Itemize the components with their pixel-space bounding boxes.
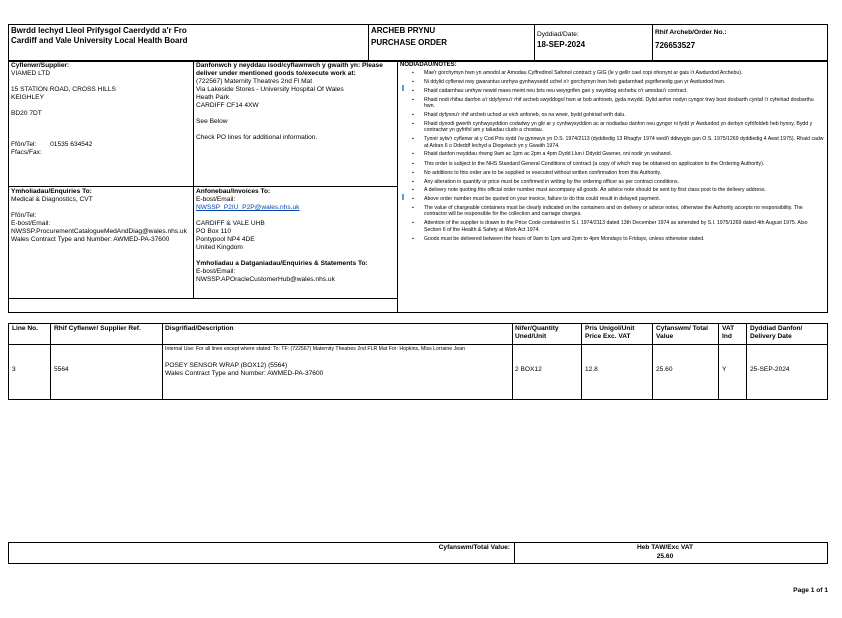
- delivery-label: Danfonwch y neyddau isod/cyflawnwch y gwaith yn: Please deliver under mentioned goods to/execute work at:: [196, 62, 383, 77]
- note-item: ▪ Any alteration in quantity or price must be confirmed in writing by the ordering officer as per contract conditions.: [400, 179, 824, 185]
- note-item: ▪ The value of chargeable containers must be clearly indicated on the containers and on delivery or advice notes, otherwise the Authority accepts no responsibility. The contractor will be responsible for the collection and carriage charges.: [400, 205, 824, 218]
- note-item: ▪ Rhaid cadarnhau unrhyw newid maes meint neu bris neu weyrgrifen gan y swyddog archebu o'r amodau'r contract.: [400, 88, 824, 94]
- order-number: 726653527: [655, 41, 696, 50]
- note-item: ▪ A delivery note quoting this official order number must accompany all goods. An advice note should be sent by first class post to the delivery address.: [400, 187, 824, 193]
- internal-use-note: Internal Use: For all lines except where stated: To: TF: (722567) Maternity Theatres 2nd FLR Mat For: Hopkins, Miss Lorraine Jean: [165, 346, 465, 352]
- row-total: 25.60: [656, 366, 673, 373]
- total-value-label: Cyfanswm/Total Value:: [438, 544, 510, 551]
- statements-email-label: E-bost/Email:: [196, 268, 236, 275]
- notes-block: [400, 62, 824, 244]
- statements-label: Ymholiadau a Datganiadau/Enquiries & Statements To:: [196, 260, 368, 267]
- delivery-see-below: See Below: [196, 118, 228, 125]
- col-header-line: Line No.: [12, 325, 39, 332]
- note-item: ▪ Above order number must be quoted on your invoice, failure to do this could result in delayed payment.: [400, 196, 824, 202]
- supplier-address: VIAMED LTD 15 STATION ROAD, CROSS HILLS KEIGHLEY BD20 7DT: [11, 70, 116, 117]
- enquiries-block: [11, 188, 191, 244]
- col-header-quantity: Nifer/Quantity Uned/Unit: [515, 325, 559, 340]
- title-welsh: ARCHEB PRYNU: [371, 26, 436, 35]
- notes-list: [400, 70, 824, 242]
- date-label: Dyddiad/Date:: [537, 31, 579, 38]
- col-header-supplier-ref: Rhif Cyflenwr/ Supplier Ref.: [54, 325, 141, 332]
- org-name-english: Cardiff and Vale University Local Health Board: [11, 36, 188, 45]
- notes-heading: NODIADAU/NOTES:: [400, 62, 457, 68]
- enquiries-phone-label: Ffôn/Tel:: [11, 212, 37, 219]
- invoices-block: [196, 188, 394, 284]
- note-item: ▪ Rhaid danfon nwyddau rhwng 9am ac 1pm ac 2pm a 4pm Dydd Llun i Ddydd Gwener, oni nodir yn wahanol.: [400, 151, 824, 157]
- note-item: ▪ Ni ddylid cyflenwi nwy gwarantus unrhyw gynhwysedd uchel o'r gorchymyn hwn heb gadarnhad ysgrifenedig gan yr Awdurdod hwn.: [400, 79, 824, 85]
- notes-marker: [402, 85, 404, 91]
- note-item: ▪ Attention of the supplier is drawn to the Price Code contained in S.I. 1974/2113 dated 13th December 1974 as amended by S.I. 1975/1269 dated 4th August 1975. Also Section 6 of the Health & Safety at Work Act 1974.: [400, 220, 824, 233]
- exc-vat-label: Heb TAW/Exc VAT: [636, 544, 694, 551]
- page-number: Page 1 of 1: [793, 587, 828, 594]
- org-name-welsh: Bwrdd Iechyd Lleol Prifysgol Caerdydd a'r Fro: [11, 26, 187, 35]
- row-delivery-date: 25-SEP-2024: [750, 366, 790, 373]
- note-item: ▪ Tynnir sylw'r cyflenwr at y Cod Pris sydd i'w gynnwys yn O.S. 1974/2113 (dyddiedig 13 Rhagfyr 1974 wedi'i ddiwygio gan O.S. 1975/1269 dyddiedig 4 Awst 1975). Rhaid cadw at Adran 6 o Ddeddf Iechyd a Diogelwch yn y Gwaith 1974.: [400, 136, 824, 149]
- enquiries-email[interactable]: NWSSP.ProcurementCatalogueMedAndDiag@wales.nhs.uk: [11, 228, 187, 235]
- row-line-number: 3: [12, 366, 16, 373]
- note-item: ▪ Rhaid dyfynnu'r rhif archeb uchod ar eich anfoneb, os na wneir, bydd gohiriad wrth dalu.: [400, 112, 824, 118]
- col-header-vat: VAT Ind: [722, 325, 735, 340]
- statements-email[interactable]: NWSSP.APOracleCustomerHub@wales.nhs.uk: [196, 276, 335, 283]
- delivery-check-po: Check PO lines for additional information.: [196, 134, 318, 141]
- note-item: ▪ No additions to this order are to be supplied or executed without written confirmation from this Authority.: [400, 170, 824, 176]
- note-item: ▪ Rhaid nodi rhifau danfon a'r ddyfynnu'r rhif archeb swyddogol hwn ar bob anfoneb, gyda nwydd. Dylid anfon nodyn cyngor trwy bost dosbarth cyntaf i'r cyfeiriad dosbarthu hwn.: [400, 97, 824, 110]
- note-item: ▪ Rhaid dynodi gwerth cynhwysyddion codadwy yn glir ar y cynhwysyddion ac ar nodiadau danfon neu gyngor ni fydd yr Awdurdod yn derbyn cyfrifoldeb heb hynny. Bydd y contractwr yn gyfrifol am y taliadau cludo a chostau.: [400, 121, 824, 134]
- supplier-fax-label: Ffacs/Fax:: [11, 149, 42, 156]
- enquiries-dept: Medical & Diagnostics, CVT: [11, 196, 93, 203]
- supplier-phone-label: Ffôn/Tel:: [11, 141, 37, 148]
- row-quantity: 2 BOX12: [515, 366, 542, 373]
- note-item: ▪ Mae'r gorchymyn hwn yn amodol ar Amodau Cyffredinol Safonol contract y GIG (le y gellir cael copi ohonynt ar gais i'r Awdurdod Archebu).: [400, 70, 824, 76]
- enquiries-contract: Wales Contract Type and Number: AWMED-PA-37600: [11, 236, 170, 243]
- invoices-label: Anfonebau/Invoices To:: [196, 188, 271, 195]
- supplier-phone: 01535 634542: [50, 141, 93, 148]
- row-vat-indicator: Y: [722, 366, 727, 373]
- supplier-label: Cyflenwr/Supplier:: [11, 62, 70, 69]
- col-header-total: Cyfanswm/ Total Value: [656, 325, 708, 340]
- order-number-label: Rhif Archeb/Order No.:: [655, 29, 727, 36]
- row-description: POSEY SENSOR WRAP (BOX12) (5564) Wales Contract Type and Number: AWMED-PA-37600: [165, 362, 324, 377]
- invoices-email-link[interactable]: NWSSP_P2IU_P2P@wales.nhs.uk: [196, 204, 300, 211]
- note-item: ▪ Goods must be delivered between the hours of 9am to 1pm and 2pm to 4pm Mondays to Fridays, unless otherwise stated.: [400, 236, 824, 242]
- enquiries-email-label: E-bost/Email:: [11, 220, 51, 227]
- col-header-delivery-date: Dyddiad Danfon/ Delivery Date: [750, 325, 803, 340]
- row-supplier-ref: 5564: [54, 366, 69, 373]
- delivery-block: [196, 62, 394, 142]
- enquiries-label: Ymholiadau/Enquiries To:: [11, 188, 92, 195]
- note-item: ▪ This order is subject to the NHS Standard General Conditions of contract (a copy of which may be obtained on application to the Ordering Authority).: [400, 161, 824, 167]
- order-date: 18-SEP-2024: [537, 40, 586, 49]
- col-header-unit-price: Pris Unigol/Unit Price Exc. VAT: [585, 325, 635, 340]
- col-header-description: Disgrifiad/Description: [165, 325, 234, 332]
- invoices-address: CARDIFF & VALE UHB PO Box 110 Pontypool NP4 4DE United Kingdom: [196, 220, 265, 251]
- invoices-email-label: E-bost/Email:: [196, 196, 236, 203]
- notes-marker: [402, 194, 404, 200]
- row-unit-price: 12.8: [585, 366, 598, 373]
- delivery-address: (722567) Maternity Theatres 2nd Fl Mat Via Lakeside Stores - University Hospital Of Wales Heath Park CARDIFF CF14 4XW: [196, 78, 344, 109]
- total-exc-vat-value: 25.60: [656, 553, 674, 560]
- title-english: PURCHASE ORDER: [371, 38, 448, 47]
- supplier-block: [11, 62, 189, 157]
